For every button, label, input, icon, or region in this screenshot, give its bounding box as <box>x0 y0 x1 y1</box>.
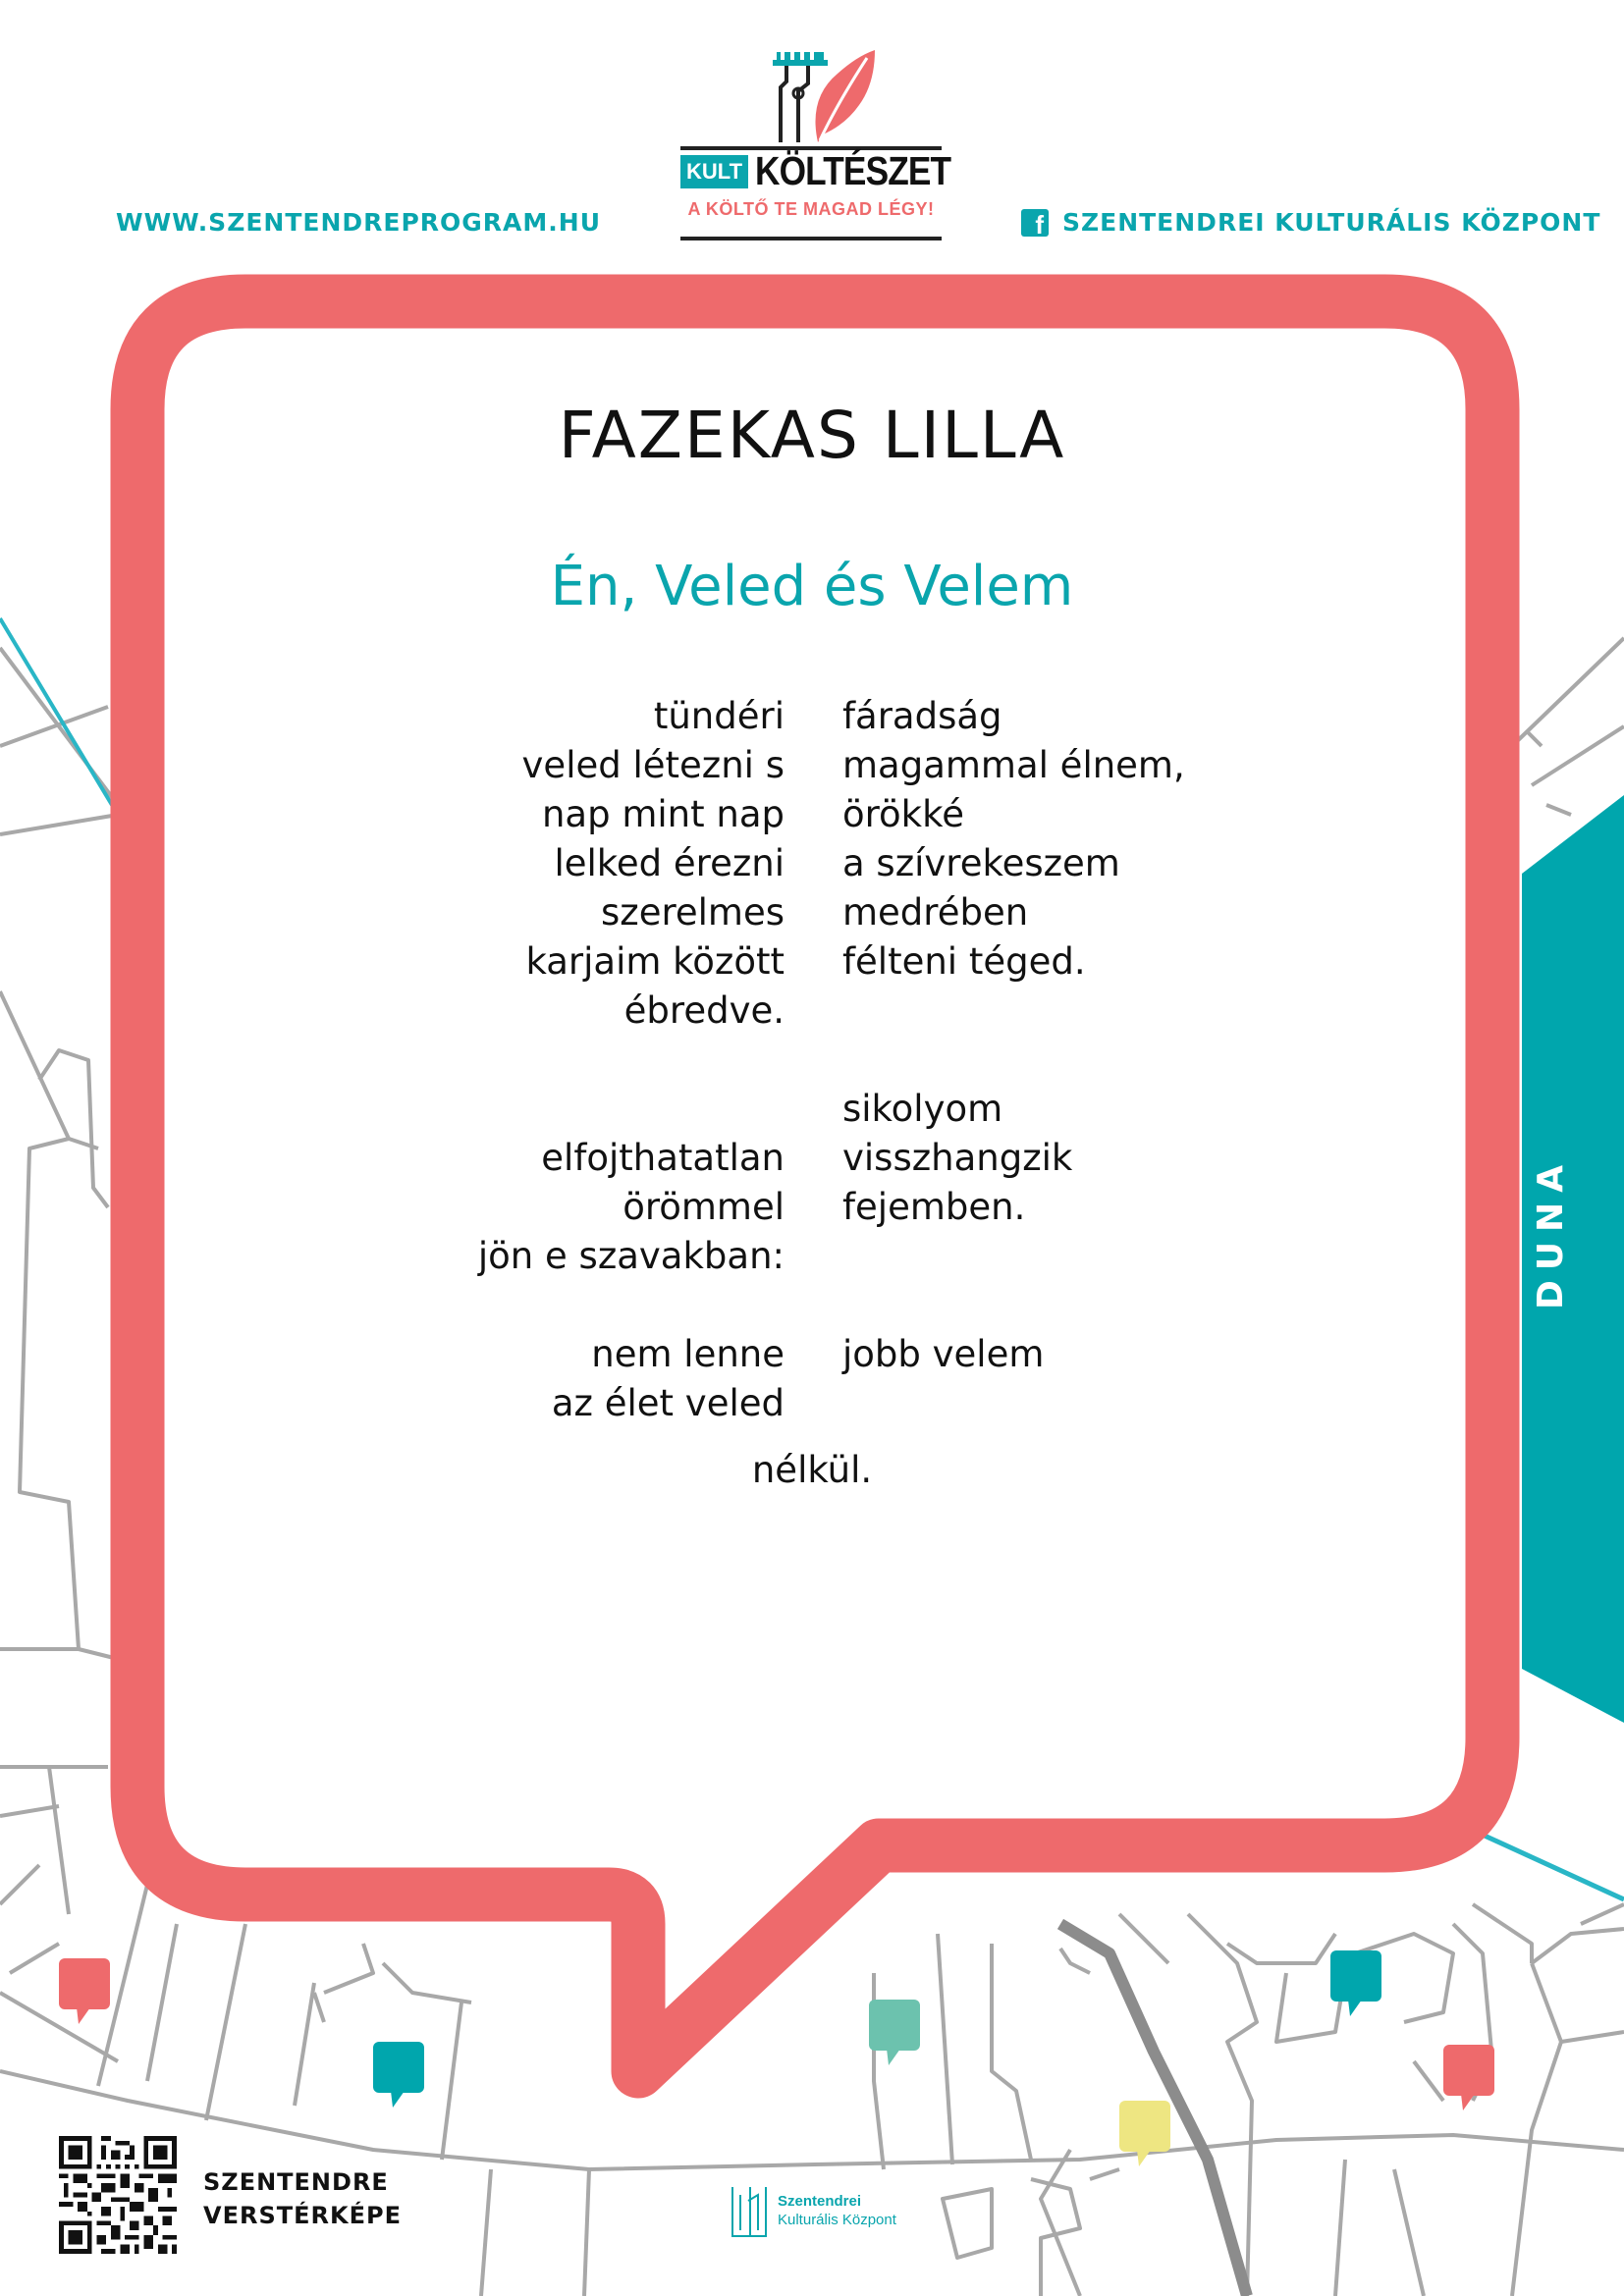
org-name-line-2: Kulturális Központ <box>778 2212 896 2228</box>
poem-line: jön e szavakban: <box>477 1235 785 1277</box>
poem-line: sikolyom <box>842 1088 1003 1130</box>
river-label-text: DUNA <box>1531 1154 1572 1309</box>
poem-line: fejemben. <box>842 1186 1026 1228</box>
kulturalis-kozpont-logo <box>729 2181 896 2240</box>
building-icon <box>729 2181 770 2240</box>
poem-line: örömmel <box>623 1186 785 1228</box>
poem-line: a szívrekeszem <box>842 842 1120 884</box>
poem-line: medrében <box>842 891 1029 934</box>
stanza-3-right <box>842 1330 1044 1379</box>
poet-name: FAZEKAS LILLA <box>558 398 1066 473</box>
logo-title: KÖLTÉSZET <box>755 148 951 193</box>
poem-line: az élet veled <box>551 1382 785 1424</box>
poem-line: tündéri <box>653 695 785 737</box>
logo-kult-badge: KULT <box>680 155 748 188</box>
poem-line: jobb velem <box>842 1333 1045 1375</box>
writer-and-feather-icon <box>769 44 877 142</box>
poem-line: fáradság <box>842 695 1002 737</box>
poem-line: visszhangzik <box>842 1137 1073 1179</box>
stanza-2-left <box>478 1134 785 1281</box>
river-label <box>1497 1144 1605 1320</box>
website-link[interactable]: WWW.SZENTENDREPROGRAM.HU <box>116 208 601 237</box>
poem-final-line: nélkül. <box>751 1449 873 1491</box>
poem-line: karjaim között <box>525 940 785 983</box>
poem-line: félteni téged. <box>842 940 1086 983</box>
poem-line: szerelmes <box>601 891 785 934</box>
poem-line: ébredve. <box>623 989 785 1032</box>
footer-project-label <box>203 2165 402 2232</box>
kult-kolteszet-logo <box>680 44 951 245</box>
logo-divider-bottom <box>680 237 942 240</box>
stanza-2-right <box>842 1085 1072 1232</box>
poem-line: örökké <box>842 793 964 835</box>
poem-line: nem lenne <box>591 1333 785 1375</box>
poem-title: Én, Veled és Velem <box>550 555 1074 618</box>
poem-line: elfojthatatlan <box>541 1137 785 1179</box>
stanza-1-left <box>522 692 785 1036</box>
kozpont-text <box>778 2192 896 2229</box>
facebook-link[interactable] <box>1021 208 1601 240</box>
poem-line: lelked érezni <box>554 842 785 884</box>
footer-label-line-1: SZENTENDRE <box>203 2168 389 2196</box>
stanza-1-right <box>842 692 1185 987</box>
org-name-line-1: Szentendrei <box>778 2193 862 2210</box>
stanza-3-left <box>552 1330 785 1428</box>
footer-label-line-2: VERSTÉRKÉPE <box>203 2202 402 2229</box>
facebook-icon: f <box>1021 209 1049 237</box>
poem-line: nap mint nap <box>541 793 785 835</box>
qr-code[interactable] <box>59 2136 177 2254</box>
logo-tagline: A KÖLTŐ TE MAGAD LÉGY! <box>687 199 935 219</box>
poem-line: veled létezni s <box>521 744 785 786</box>
poem-line: magammal élnem, <box>842 744 1185 786</box>
facebook-page-name: SZENTENDREI KULTURÁLIS KÖZPONT <box>1062 208 1601 237</box>
